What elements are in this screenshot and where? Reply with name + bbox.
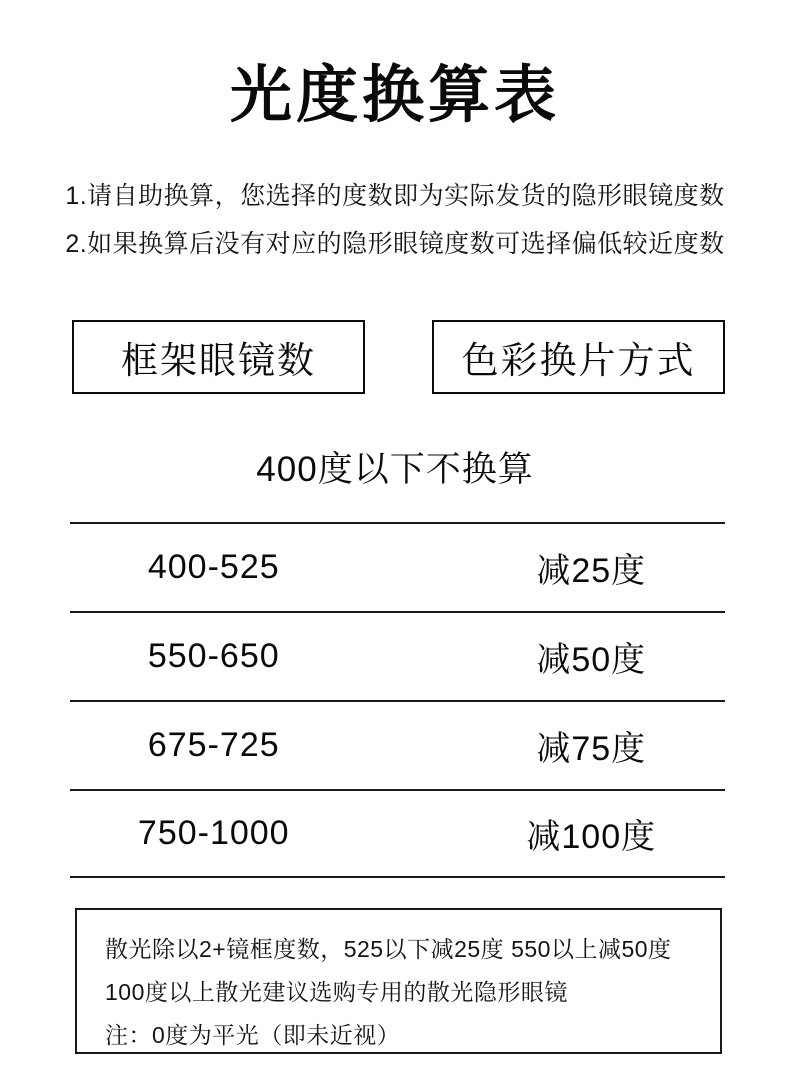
adjustment-value: 减100度 bbox=[526, 818, 657, 856]
degree-range-value: 675-725 bbox=[147, 726, 280, 764]
footnote-line-1: 散光除以2+镜框度数，525以下减25度 550以上减50度 bbox=[105, 936, 672, 962]
column-header-color-lens-method: 色彩换片方式 bbox=[432, 320, 725, 394]
no-conversion-subtitle: 400度以下不换算 bbox=[256, 450, 534, 489]
astigmatism-footnote-box bbox=[75, 908, 722, 1054]
note-line-2: 2.如果换算后没有对应的隐形眼镜度数可选择偏低较近度数 bbox=[65, 230, 725, 258]
conversion-table bbox=[70, 522, 725, 878]
page-title: 光度换算表 bbox=[229, 61, 560, 130]
table-row bbox=[70, 522, 725, 611]
table-row bbox=[70, 789, 725, 878]
table-row bbox=[70, 611, 725, 700]
footnote-line-3: 注：0度为平光（即未近视） bbox=[105, 1022, 401, 1048]
degree-range-value: 750-1000 bbox=[137, 814, 290, 852]
degree-range-value: 550-650 bbox=[147, 637, 280, 675]
column-header-row bbox=[72, 320, 725, 394]
instruction-notes bbox=[0, 172, 790, 268]
table-row bbox=[70, 700, 725, 789]
footnote-line-2: 100度以上散光建议选购专用的散光隐形眼镜 bbox=[105, 979, 568, 1005]
adjustment-value: 减25度 bbox=[536, 552, 647, 590]
degree-range-value: 400-525 bbox=[147, 548, 280, 586]
column-header-frame-glasses: 框架眼镜数 bbox=[72, 320, 365, 394]
adjustment-value: 减75度 bbox=[536, 730, 647, 768]
adjustment-value: 减50度 bbox=[536, 641, 647, 679]
note-line-1: 1.请自助换算，您选择的度数即为实际发货的隐形眼镜度数 bbox=[65, 182, 725, 210]
